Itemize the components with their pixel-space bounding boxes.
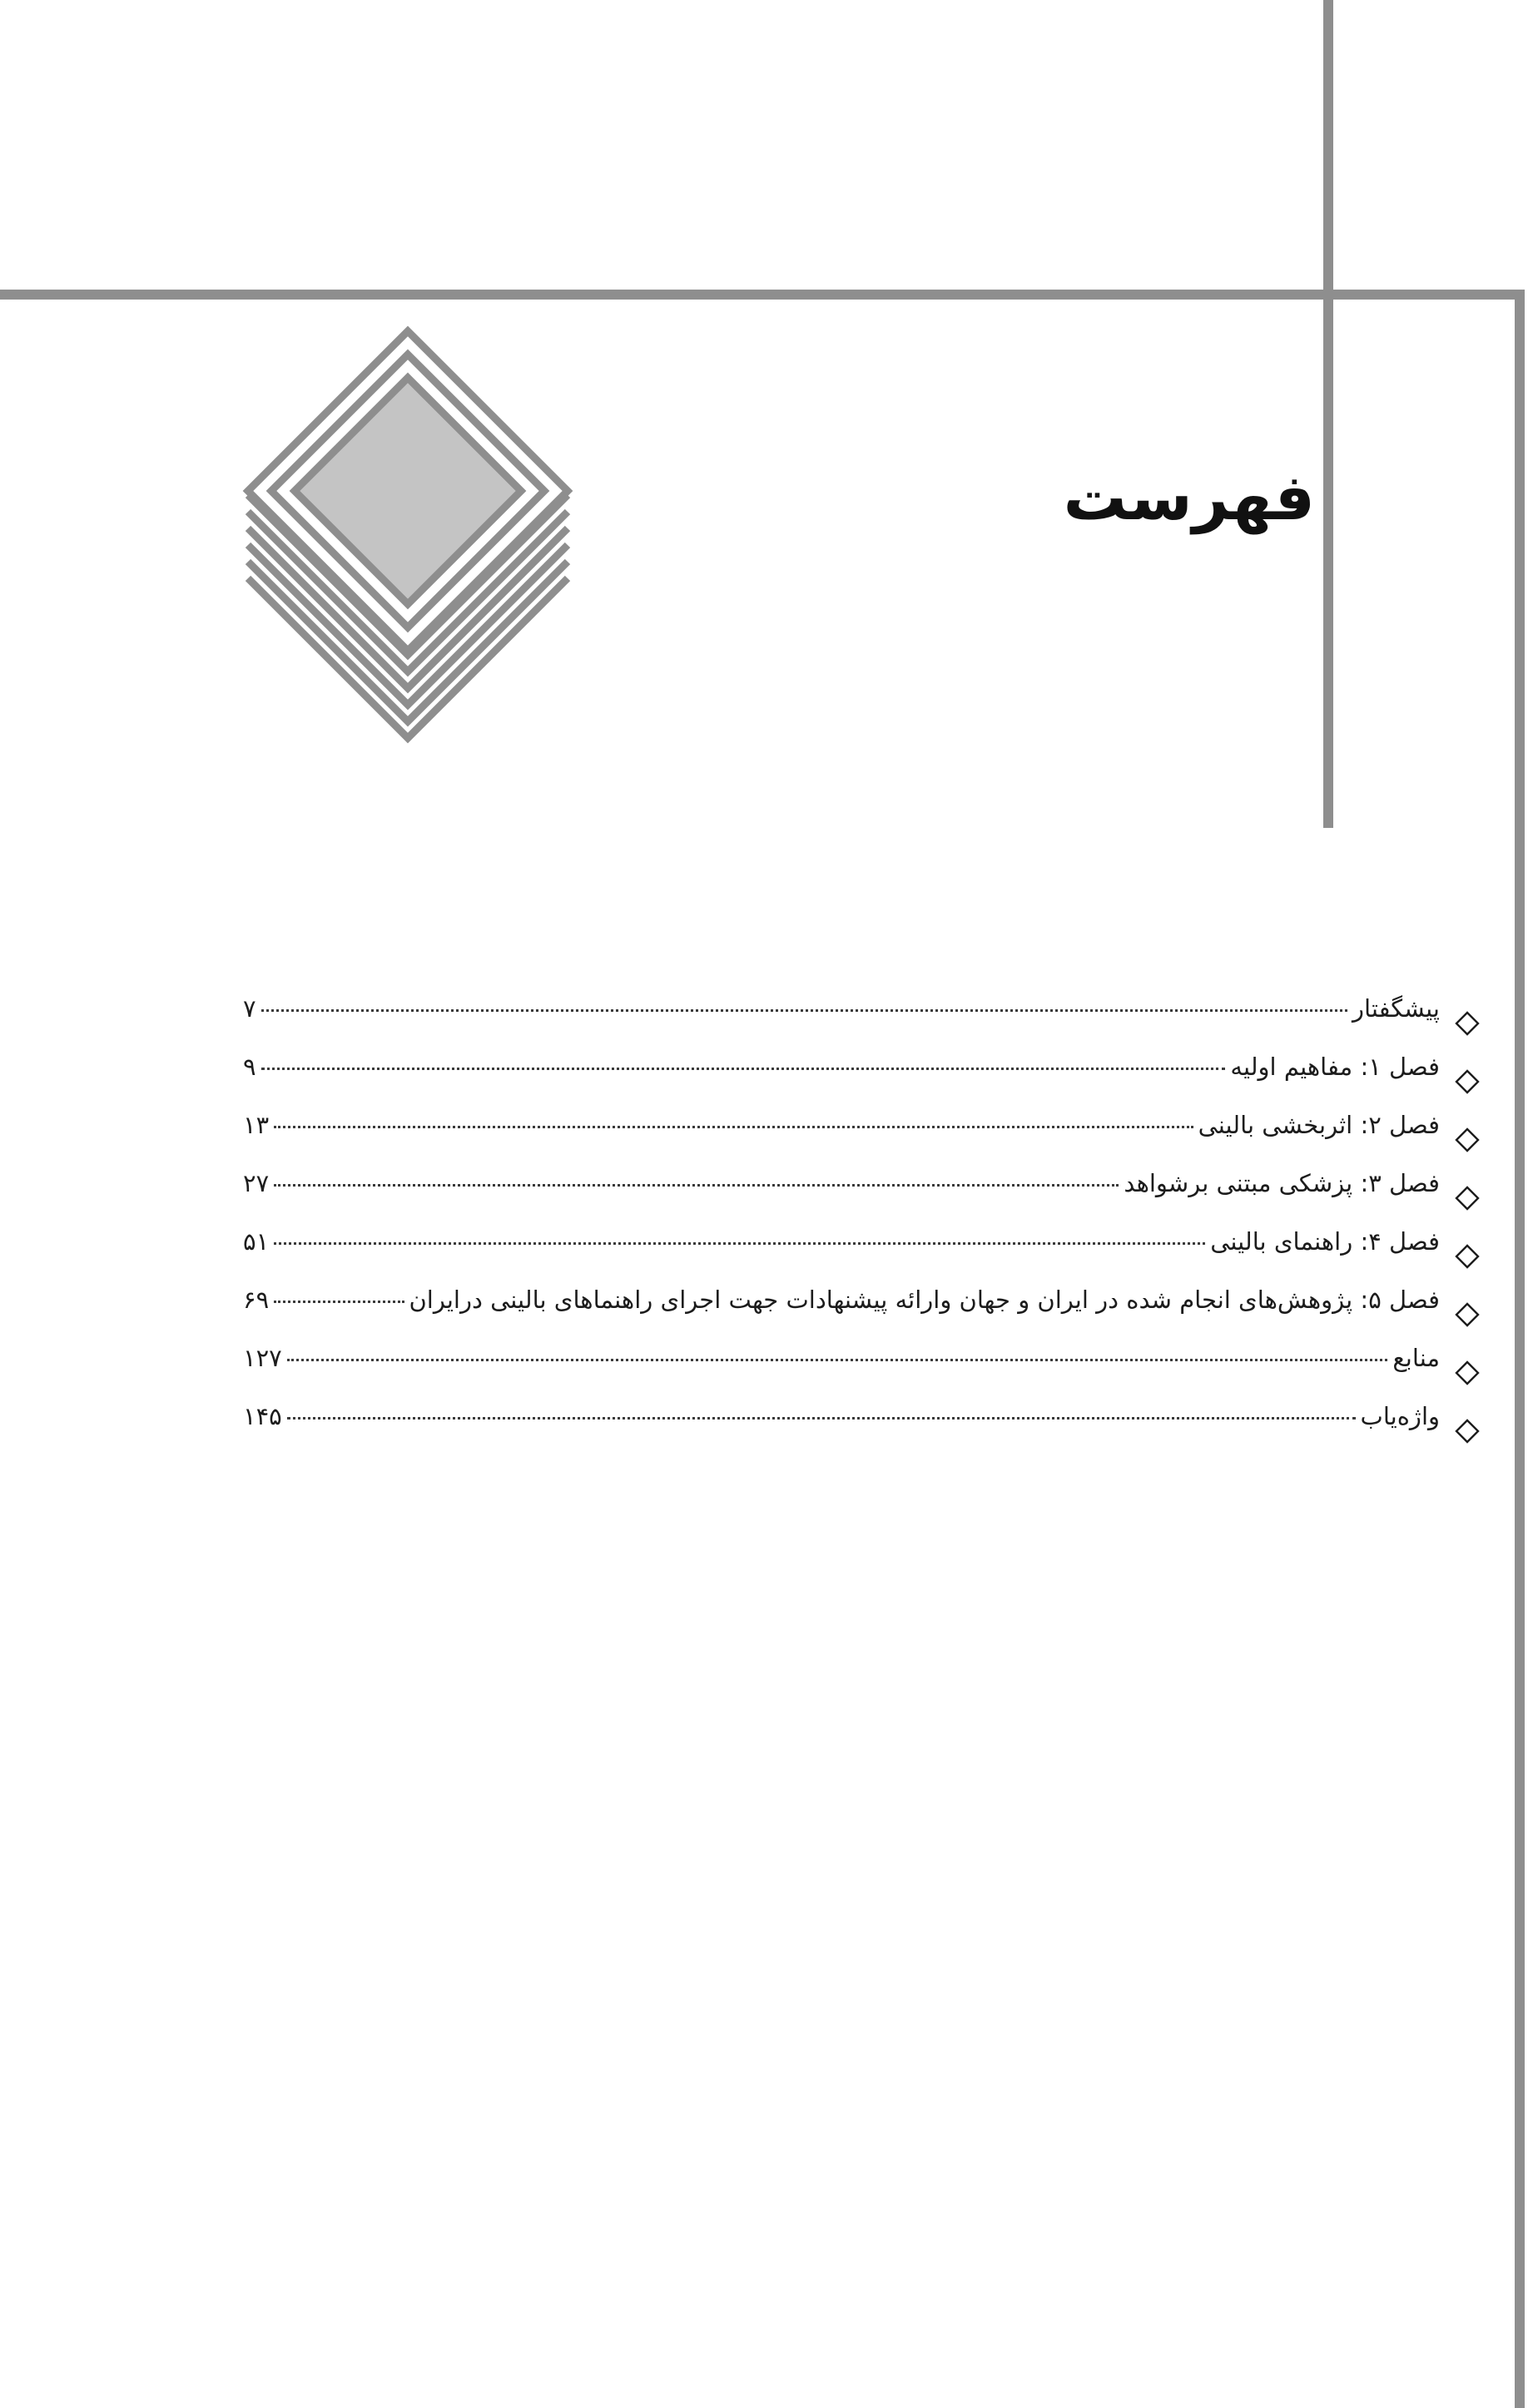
diamond-outline-icon xyxy=(1455,1127,1480,1152)
toc-entry-page: ۶۹ xyxy=(243,1286,270,1314)
toc-entry-title: فصل ۵: پژوهش‌های انجام شده در ایران و جهان وارائه پیشنهادات جهت اجرای راهنماهای بالینی درایران xyxy=(409,1286,1440,1314)
toc-entry-title: فصل ۳: پزشکی مبتنی برشواهد xyxy=(1124,1169,1440,1197)
diamond-outline-icon xyxy=(1455,1360,1480,1385)
page-title: فهرست xyxy=(1063,460,1315,534)
diamond-outline-icon xyxy=(1455,1302,1480,1327)
dot-leader xyxy=(274,1242,1205,1245)
frame-horizontal-line xyxy=(0,290,1525,300)
diamond-outline-icon xyxy=(1455,1069,1480,1094)
dot-leader xyxy=(261,1009,1347,1012)
toc-entry-page: ۷ xyxy=(243,994,256,1023)
toc-entry-chapter-3[interactable] xyxy=(243,1169,1480,1227)
toc-entry-chapter-2[interactable] xyxy=(243,1111,1480,1169)
toc-entry-chapter-5[interactable] xyxy=(243,1286,1480,1344)
frame-vertical-line-top xyxy=(1323,0,1333,828)
toc-entry-page: ۱۴۵ xyxy=(243,1402,282,1430)
dot-leader xyxy=(261,1068,1226,1070)
diamond-outline-icon xyxy=(1455,1186,1480,1211)
toc-entry-page: ۱۳ xyxy=(243,1111,270,1139)
table-of-contents xyxy=(243,994,1480,1460)
toc-entry-title: منابع xyxy=(1392,1344,1440,1372)
dot-leader xyxy=(287,1417,1356,1420)
toc-entry-title: پیشگفتار xyxy=(1352,994,1440,1023)
toc-entry-page: ۵۱ xyxy=(243,1227,270,1256)
toc-entry-glossary[interactable] xyxy=(243,1402,1480,1460)
toc-entry-title: فصل ۴: راهنمای بالینی xyxy=(1210,1227,1440,1256)
diamond-outline-icon xyxy=(1455,1244,1480,1269)
toc-entry-title: واژه‌یاب xyxy=(1360,1402,1440,1430)
toc-entry-page: ۹ xyxy=(243,1053,256,1081)
toc-entry-title: فصل ۲: اثربخشی بالینی xyxy=(1198,1111,1440,1139)
toc-entry-references[interactable] xyxy=(243,1344,1480,1402)
diamond-outline-icon xyxy=(1455,1419,1480,1444)
dot-leader xyxy=(274,1301,404,1303)
dot-leader xyxy=(274,1184,1119,1187)
frame-vertical-line-right xyxy=(1515,290,1525,2408)
diamond-outline-icon xyxy=(1455,1011,1480,1036)
toc-entry-page: ۱۲۷ xyxy=(243,1344,282,1372)
dot-leader xyxy=(287,1359,1388,1361)
toc-entry-page: ۲۷ xyxy=(243,1169,270,1197)
toc-entry-preface[interactable] xyxy=(243,994,1480,1053)
stacked-diamond-logo xyxy=(241,325,574,774)
toc-entry-chapter-4[interactable] xyxy=(243,1227,1480,1286)
toc-entry-title: فصل ۱: مفاهیم اولیه xyxy=(1230,1053,1440,1081)
dot-leader xyxy=(274,1126,1193,1128)
toc-entry-chapter-1[interactable] xyxy=(243,1053,1480,1111)
